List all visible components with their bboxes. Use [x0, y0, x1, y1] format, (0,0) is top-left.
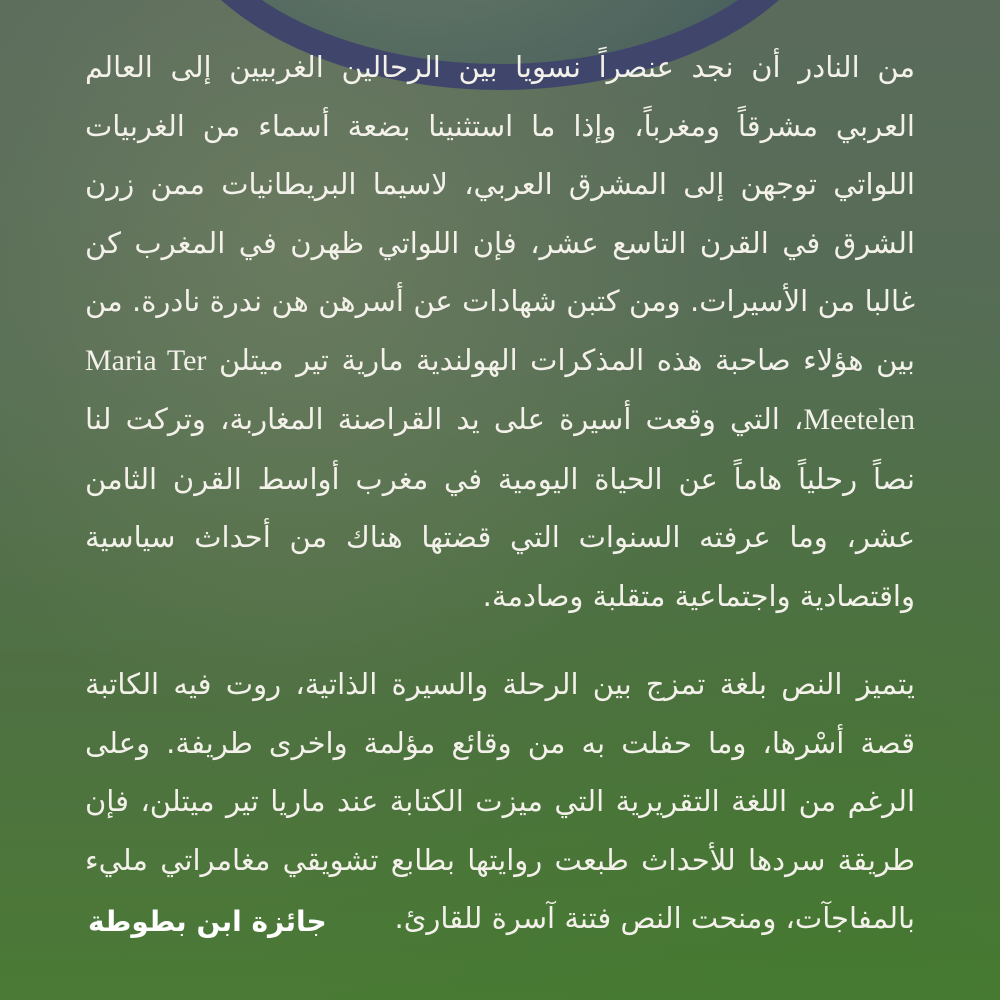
paragraph-1-text-a: من النادر أن نجد عنصراً نسويا بين الرحالين الغربيين إلى العالم العربي مشرقاً ومغرباً، وإذا ما استثنينا بضعة أسماء من الغربيات اللواتي توجهن إلى المشرق العربي، لاسيما البريطانيات ممن زرن الشرق في القرن التاسع عشر، فإن اللواتي ظهرن في المغرب كن غالبا من الأسيرات. ومن كتبن شهادات عن أسرهن هن ندرة نادرة. من بين هؤلاء صاحبة هذه المذكرات الهولندية مارية تير ميتلن: [85, 50, 916, 377]
prize-label: جائزة ابن بطوطة: [88, 905, 327, 938]
paragraph-1-text-b: ، التي وقعت أسيرة على يد القراصنة المغاربة، وتركت لنا نصاً رحلياً هاماً عن الحياة اليومية في مغرب أواسط القرن الثامن عشر، وما عرفته السنوات التي قضتها هناك من أحداث سياسية واقتصادية واجتماعية متقلبة وصادمة.: [85, 402, 915, 613]
author-latin-name: Maria Ter Meetelen: [85, 343, 915, 436]
blurb-text: [85, 38, 915, 948]
blurb-paragraph-1: [85, 38, 915, 625]
blurb-paragraph-2: يتميز النص بلغة تمزج بين الرحلة والسيرة الذاتية، روت فيه الكاتبة قصة أسْرها، وما حفلت به من وقائع مؤلمة واخرى طريفة. وعلى الرغم من اللغة التقريرية التي ميزت الكتابة عند ماريا تير ميتلن، فإن طريقة سردها للأحداث طبعت روايتها بطابع تشويقي مغامراتي مليء بالمفاجآت، ومنحت النص فتنة آسرة للقارئ.: [85, 667, 915, 935]
